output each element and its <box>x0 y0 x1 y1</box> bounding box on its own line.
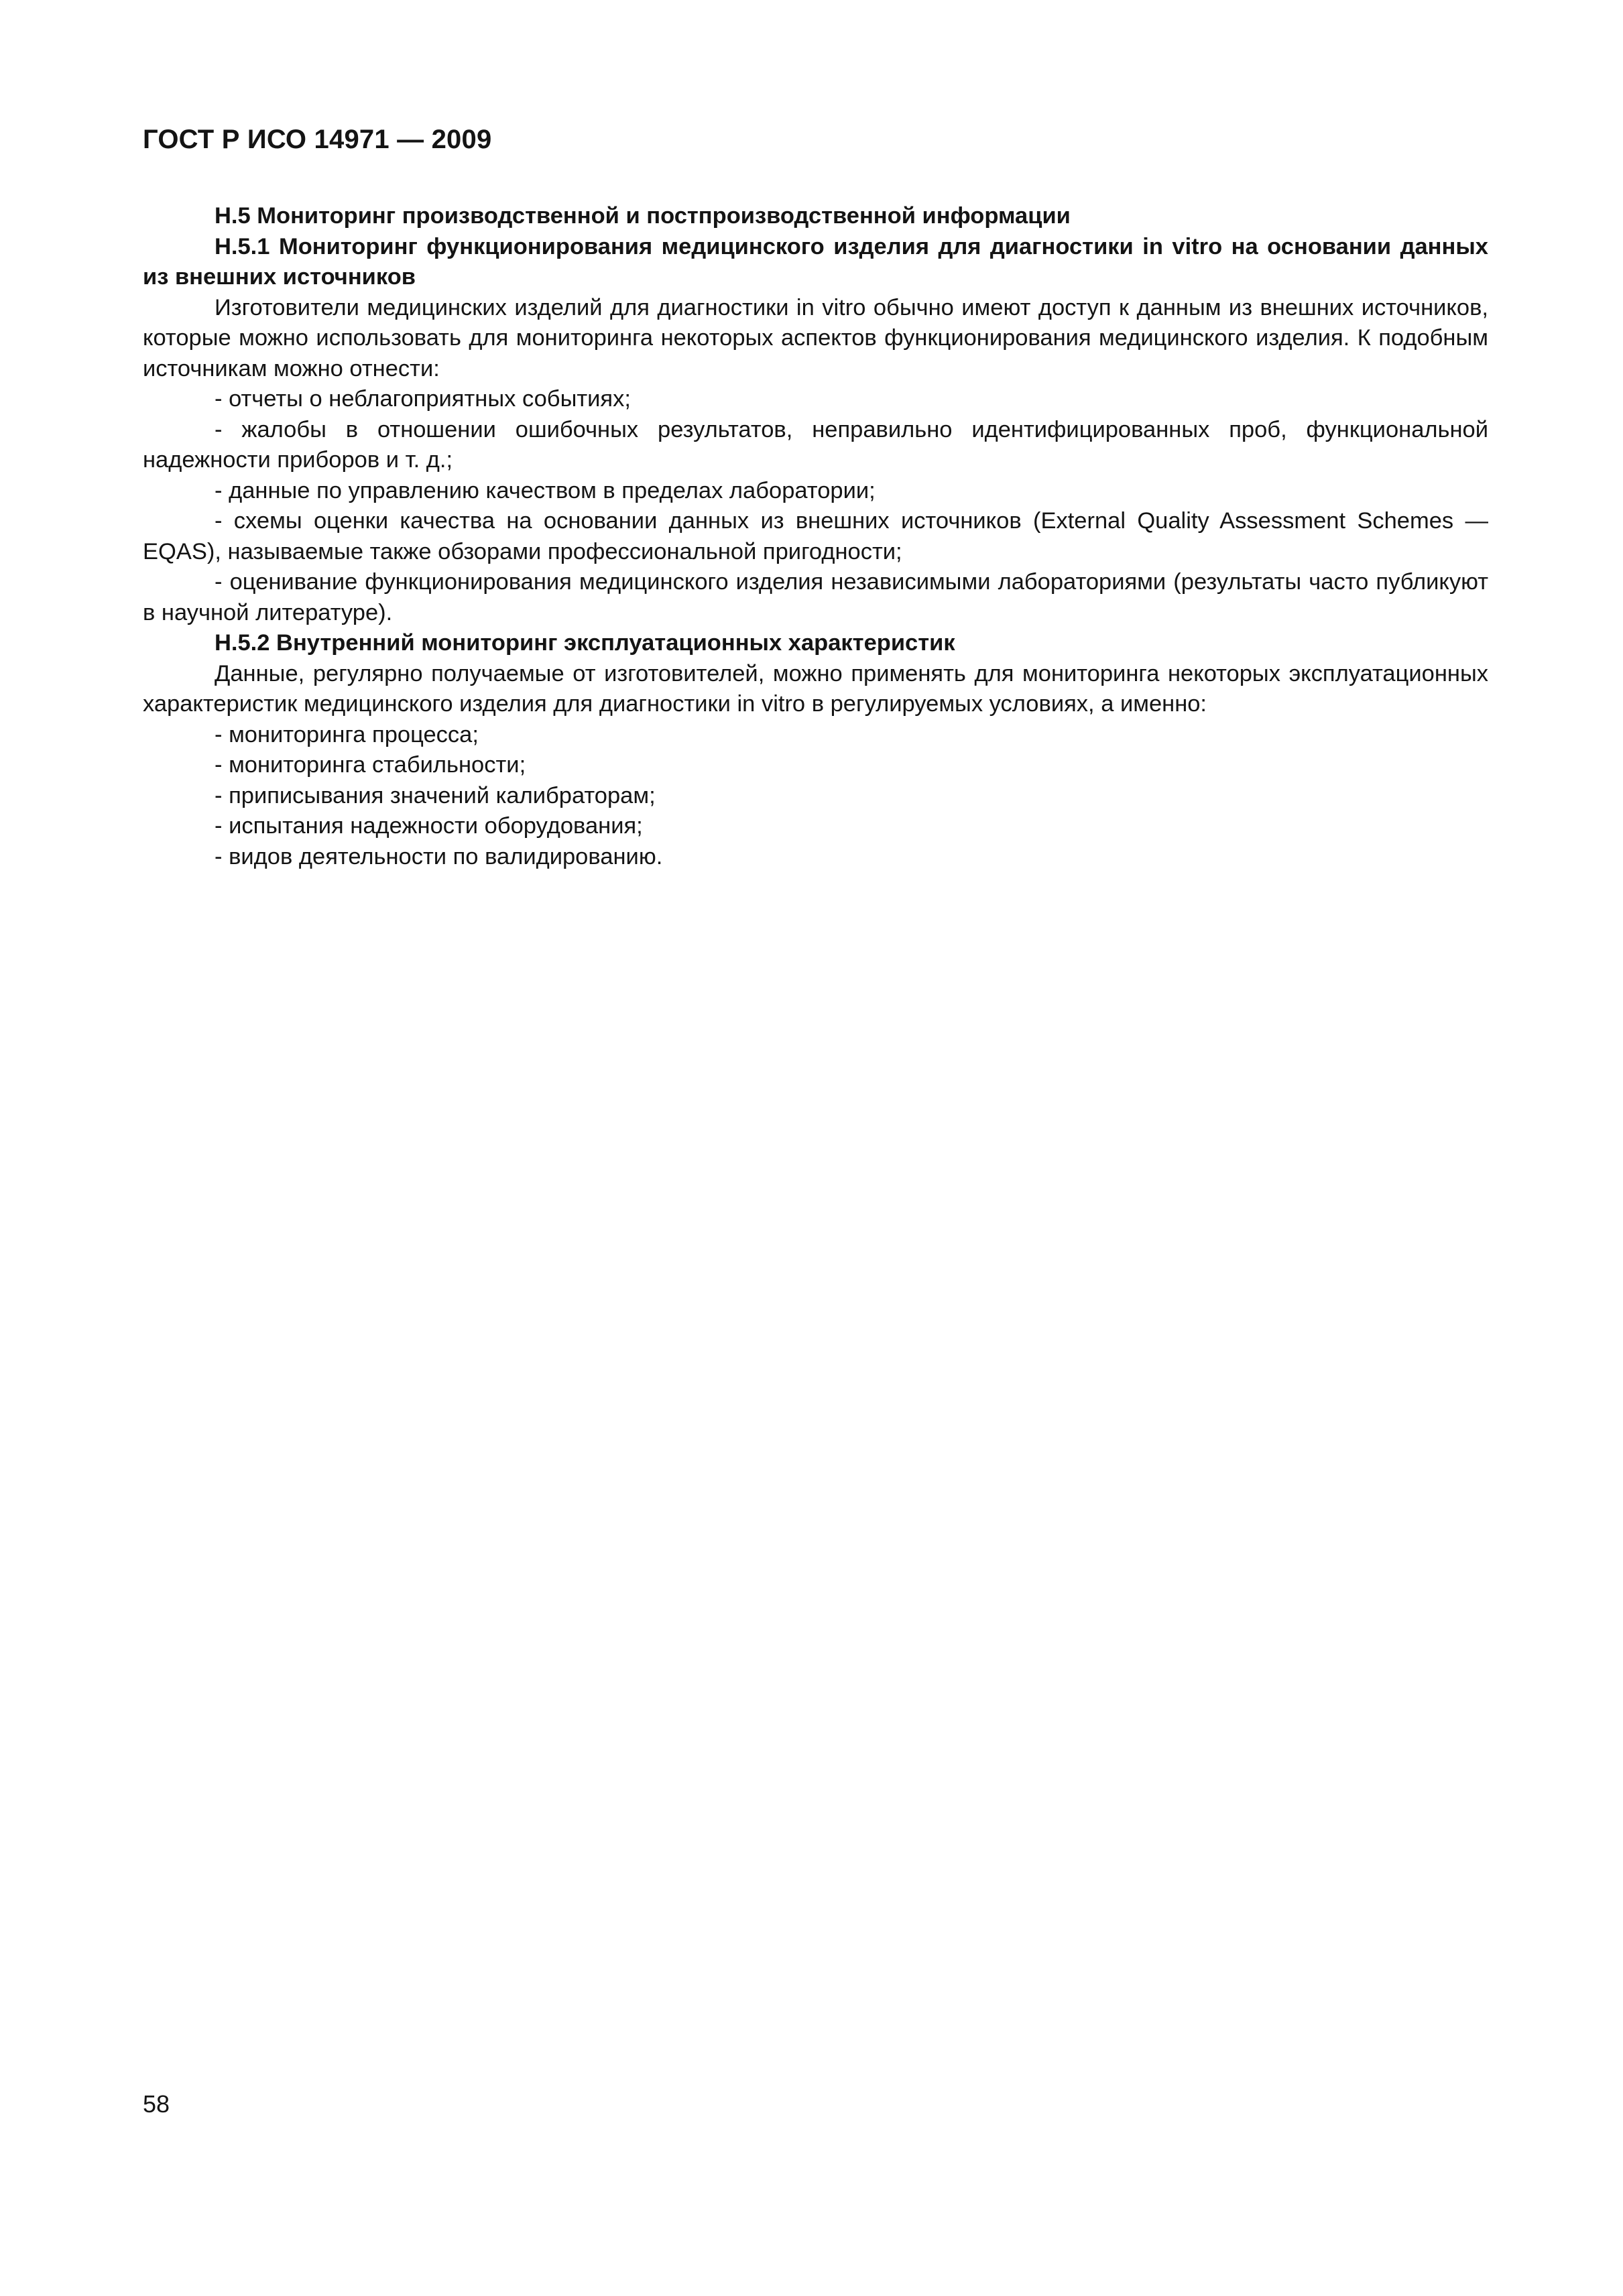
list-item: - схемы оценки качества на основании данных из внешних источников (External Quality Assessment Schemes — EQAS), называемые также обзорами профессиональной пригодности; <box>143 508 1488 564</box>
document-body <box>143 201 1488 872</box>
list-item: - видов деятельности по валидированию. <box>215 843 663 869</box>
section-heading-h5-1: Н.5.1 Мониторинг функционирования медицинского изделия для диагностики in vitro на основании данных из внешних источников <box>143 233 1488 290</box>
section-heading-h5: Н.5 Мониторинг производственной и постпроизводственной информации <box>215 203 1071 229</box>
section-h5-1-intro-paragraph: Изготовители медицинских изделий для диагностики in vitro обычно имеют доступ к данным из внешних источников, которые можно использовать для мониторинга некоторых аспектов функционирования медицинского изделия. К подобным источникам можно отнести: <box>143 294 1488 381</box>
section-h5-2-intro-paragraph: Данные, регулярно получаемые от изготовителей, можно применять для мониторинга некоторых эксплуатационных характеристик медицинского изделия для диагностики in vitro в регулируемых условиях, а именно: <box>143 660 1488 717</box>
list-item: - жалобы в отношении ошибочных результатов, неправильно идентифицированных проб, функциональной надежности приборов и т. д.; <box>143 416 1488 473</box>
list-item: - оценивание функционирования медицинского изделия независимыми лабораториями (результаты часто публикуют в научной литературе). <box>143 569 1488 625</box>
list-item: - данные по управлению качеством в пределах лаборатории; <box>215 477 876 503</box>
document-header: ГОСТ Р ИСО 14971 — 2009 <box>143 125 492 154</box>
page-number: 58 <box>143 2090 170 2118</box>
list-item: - испытания надежности оборудования; <box>215 813 643 839</box>
section-heading-h5-2: Н.5.2 Внутренний мониторинг эксплуатационных характеристик <box>215 630 955 656</box>
list-item: - мониторинга процесса; <box>215 721 479 747</box>
list-item: - приписывания значений калибраторам; <box>215 782 656 808</box>
list-item: - отчеты о неблагоприятных событиях; <box>215 386 631 412</box>
list-item: - мониторинга стабильности; <box>215 752 526 778</box>
